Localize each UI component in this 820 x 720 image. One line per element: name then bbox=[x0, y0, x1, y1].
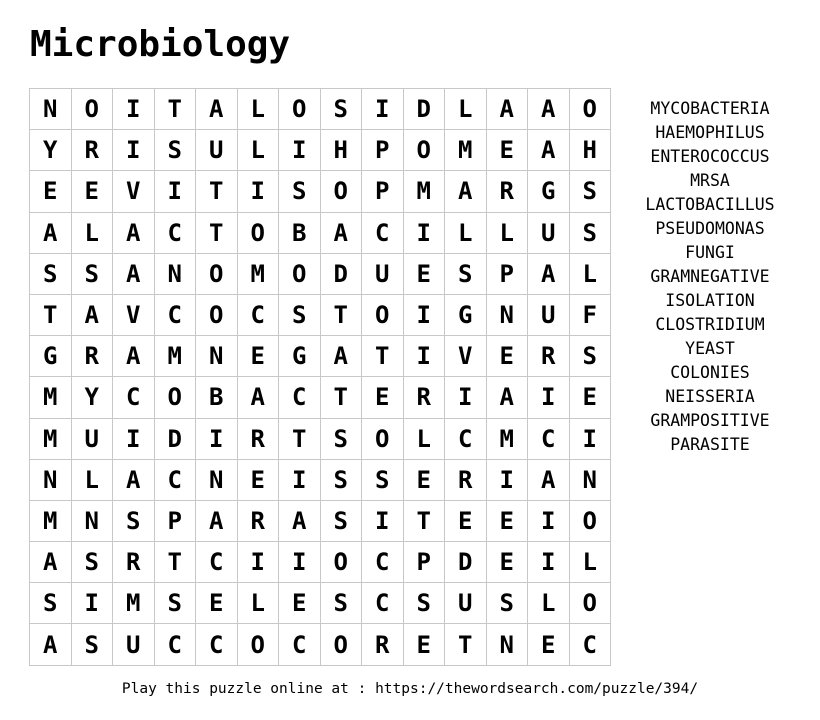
grid-cell: O bbox=[321, 542, 363, 583]
grid-cell: R bbox=[72, 130, 114, 171]
grid-cell: A bbox=[113, 254, 155, 295]
word-list-item: HAEMOPHILUS bbox=[655, 123, 765, 142]
grid-cell: U bbox=[445, 583, 487, 624]
puzzle-title: Microbiology bbox=[30, 24, 291, 65]
grid-cell: S bbox=[321, 460, 363, 501]
grid-cell: I bbox=[487, 460, 529, 501]
grid-cell: C bbox=[155, 213, 197, 254]
grid-cell: A bbox=[113, 336, 155, 377]
grid-cell: C bbox=[362, 213, 404, 254]
word-list-item: CLOSTRIDIUM bbox=[655, 315, 765, 334]
grid-cell: S bbox=[113, 501, 155, 542]
grid-cell: A bbox=[445, 171, 487, 212]
grid-cell: S bbox=[445, 254, 487, 295]
grid-cell: I bbox=[362, 89, 404, 130]
grid-cell: C bbox=[528, 419, 570, 460]
grid-cell: P bbox=[487, 254, 529, 295]
grid-cell: L bbox=[72, 460, 114, 501]
grid-cell: O bbox=[238, 213, 280, 254]
grid-cell: S bbox=[404, 583, 446, 624]
grid-cell: B bbox=[196, 377, 238, 418]
grid-cell: A bbox=[528, 130, 570, 171]
grid-cell: S bbox=[72, 624, 114, 665]
grid-cell: E bbox=[487, 130, 529, 171]
grid-cell: T bbox=[279, 419, 321, 460]
grid-cell: M bbox=[404, 171, 446, 212]
grid-cell: S bbox=[321, 419, 363, 460]
grid-cell: I bbox=[404, 213, 446, 254]
grid-cell: A bbox=[30, 213, 72, 254]
word-list-item: GRAMPOSITIVE bbox=[650, 411, 770, 430]
grid-cell: L bbox=[238, 130, 280, 171]
grid-cell: I bbox=[528, 377, 570, 418]
grid-cell: S bbox=[321, 501, 363, 542]
grid-cell: U bbox=[528, 295, 570, 336]
grid-cell: I bbox=[238, 542, 280, 583]
grid-cell: C bbox=[570, 624, 612, 665]
grid-cell: A bbox=[113, 213, 155, 254]
grid-cell: I bbox=[404, 336, 446, 377]
grid-cell: G bbox=[445, 295, 487, 336]
grid-cell: C bbox=[196, 624, 238, 665]
grid-cell: S bbox=[72, 542, 114, 583]
grid-cell: P bbox=[155, 501, 197, 542]
grid-cell: D bbox=[155, 419, 197, 460]
grid-cell: L bbox=[445, 89, 487, 130]
grid-cell: S bbox=[321, 89, 363, 130]
grid-cell: O bbox=[72, 89, 114, 130]
grid-cell: S bbox=[30, 254, 72, 295]
grid-cell: E bbox=[487, 542, 529, 583]
grid-cell: S bbox=[321, 583, 363, 624]
grid-cell: O bbox=[570, 501, 612, 542]
grid-cell: S bbox=[155, 583, 197, 624]
grid-cell: C bbox=[362, 542, 404, 583]
grid-cell: O bbox=[570, 583, 612, 624]
grid-cell: T bbox=[321, 377, 363, 418]
grid-cell: P bbox=[362, 171, 404, 212]
grid-cell: H bbox=[570, 130, 612, 171]
grid-cell: Y bbox=[72, 377, 114, 418]
grid-cell: O bbox=[362, 419, 404, 460]
word-list-item: MRSA bbox=[690, 171, 730, 190]
grid-cell: E bbox=[570, 377, 612, 418]
grid-cell: E bbox=[404, 460, 446, 501]
grid-cell: M bbox=[113, 583, 155, 624]
grid-cell: T bbox=[404, 501, 446, 542]
grid-cell: E bbox=[445, 501, 487, 542]
grid-cell: I bbox=[279, 542, 321, 583]
grid-cell: T bbox=[155, 542, 197, 583]
grid-cell: M bbox=[238, 254, 280, 295]
letter-grid bbox=[29, 88, 611, 666]
grid-cell: O bbox=[362, 295, 404, 336]
grid-cell: C bbox=[279, 624, 321, 665]
grid-cell: I bbox=[113, 419, 155, 460]
grid-cell: U bbox=[362, 254, 404, 295]
grid-cell: E bbox=[404, 624, 446, 665]
grid-cell: E bbox=[487, 336, 529, 377]
word-list-item: NEISSERIA bbox=[665, 387, 755, 406]
grid-cell: L bbox=[238, 583, 280, 624]
grid-cell: N bbox=[72, 501, 114, 542]
grid-cell: I bbox=[155, 171, 197, 212]
grid-cell: T bbox=[196, 171, 238, 212]
grid-cell: T bbox=[30, 295, 72, 336]
grid-cell: N bbox=[487, 295, 529, 336]
grid-cell: R bbox=[238, 419, 280, 460]
grid-cell: R bbox=[238, 501, 280, 542]
grid-cell: E bbox=[279, 583, 321, 624]
grid-cell: A bbox=[321, 213, 363, 254]
grid-cell: A bbox=[279, 501, 321, 542]
grid-cell: A bbox=[321, 336, 363, 377]
grid-cell: M bbox=[30, 377, 72, 418]
grid-cell: L bbox=[570, 542, 612, 583]
grid-cell: O bbox=[570, 89, 612, 130]
grid-cell: D bbox=[445, 542, 487, 583]
grid-cell: N bbox=[196, 336, 238, 377]
grid-cell: N bbox=[196, 460, 238, 501]
grid-cell: O bbox=[196, 295, 238, 336]
grid-cell: R bbox=[487, 171, 529, 212]
grid-cell: B bbox=[279, 213, 321, 254]
grid-cell: L bbox=[487, 213, 529, 254]
grid-cell: S bbox=[72, 254, 114, 295]
grid-cell: C bbox=[279, 377, 321, 418]
word-list-item: FUNGI bbox=[685, 243, 735, 262]
grid-cell: S bbox=[487, 583, 529, 624]
grid-cell: S bbox=[155, 130, 197, 171]
grid-cell: S bbox=[570, 213, 612, 254]
grid-cell: S bbox=[279, 295, 321, 336]
grid-cell: E bbox=[238, 460, 280, 501]
grid-cell: I bbox=[570, 419, 612, 460]
grid-cell: S bbox=[570, 336, 612, 377]
grid-cell: O bbox=[238, 624, 280, 665]
word-list bbox=[632, 97, 788, 457]
grid-cell: A bbox=[196, 89, 238, 130]
grid-cell: I bbox=[113, 130, 155, 171]
grid-cell: T bbox=[362, 336, 404, 377]
grid-cell: S bbox=[362, 460, 404, 501]
grid-cell: I bbox=[362, 501, 404, 542]
grid-cell: I bbox=[445, 377, 487, 418]
grid-cell: S bbox=[570, 171, 612, 212]
grid-cell: C bbox=[238, 295, 280, 336]
grid-cell: A bbox=[113, 460, 155, 501]
word-list-item: COLONIES bbox=[670, 363, 750, 382]
grid-cell: U bbox=[196, 130, 238, 171]
footer-text: Play this puzzle online at : https://thewordsearch.com/puzzle/394/ bbox=[121, 681, 699, 697]
grid-cell: M bbox=[445, 130, 487, 171]
grid-cell: A bbox=[30, 624, 72, 665]
word-list-item: ISOLATION bbox=[665, 291, 755, 310]
grid-cell: E bbox=[487, 501, 529, 542]
grid-cell: Y bbox=[30, 130, 72, 171]
word-list-item: ENTEROCOCCUS bbox=[650, 147, 770, 166]
grid-cell: I bbox=[279, 130, 321, 171]
word-list-item: LACTOBACILLUS bbox=[645, 195, 775, 214]
grid-cell: A bbox=[30, 542, 72, 583]
grid-cell: H bbox=[321, 130, 363, 171]
grid-cell: L bbox=[570, 254, 612, 295]
grid-cell: D bbox=[321, 254, 363, 295]
grid-cell: N bbox=[570, 460, 612, 501]
grid-cell: N bbox=[155, 254, 197, 295]
grid-cell: C bbox=[155, 460, 197, 501]
grid-cell: S bbox=[30, 583, 72, 624]
grid-cell: I bbox=[238, 171, 280, 212]
grid-cell: O bbox=[155, 377, 197, 418]
grid-cell: R bbox=[72, 336, 114, 377]
word-list-item: YEAST bbox=[685, 339, 735, 358]
grid-cell: A bbox=[196, 501, 238, 542]
grid-cell: P bbox=[362, 130, 404, 171]
word-list-item: GRAMNEGATIVE bbox=[650, 267, 770, 286]
grid-cell: E bbox=[196, 583, 238, 624]
word-list-item: MYCOBACTERIA bbox=[650, 99, 770, 118]
grid-cell: T bbox=[321, 295, 363, 336]
grid-cell: A bbox=[528, 89, 570, 130]
grid-cell: T bbox=[196, 213, 238, 254]
grid-cell: G bbox=[528, 171, 570, 212]
grid-cell: I bbox=[528, 501, 570, 542]
grid-cell: C bbox=[155, 295, 197, 336]
grid-cell: E bbox=[362, 377, 404, 418]
grid-cell: R bbox=[362, 624, 404, 665]
grid-cell: L bbox=[528, 583, 570, 624]
grid-cell: P bbox=[404, 542, 446, 583]
grid-cell: C bbox=[362, 583, 404, 624]
grid-cell: I bbox=[404, 295, 446, 336]
grid-cell: O bbox=[196, 254, 238, 295]
grid-cell: O bbox=[321, 171, 363, 212]
grid-cell: E bbox=[404, 254, 446, 295]
grid-cell: R bbox=[404, 377, 446, 418]
word-list-item: PARASITE bbox=[670, 435, 750, 454]
grid-cell: A bbox=[528, 254, 570, 295]
grid-cell: E bbox=[528, 624, 570, 665]
grid-cell: L bbox=[72, 213, 114, 254]
grid-cell: U bbox=[528, 213, 570, 254]
grid-cell: O bbox=[279, 89, 321, 130]
grid-cell: N bbox=[487, 624, 529, 665]
grid-cell: U bbox=[72, 419, 114, 460]
grid-cell: O bbox=[279, 254, 321, 295]
grid-cell: R bbox=[528, 336, 570, 377]
grid-cell: I bbox=[279, 460, 321, 501]
grid-cell: R bbox=[113, 542, 155, 583]
grid-cell: R bbox=[445, 460, 487, 501]
grid-cell: O bbox=[321, 624, 363, 665]
grid-cell: M bbox=[487, 419, 529, 460]
grid-cell: C bbox=[196, 542, 238, 583]
grid-cell: M bbox=[30, 501, 72, 542]
grid-cell: I bbox=[528, 542, 570, 583]
grid-cell: L bbox=[404, 419, 446, 460]
grid-cell: M bbox=[30, 419, 72, 460]
grid-cell: U bbox=[113, 624, 155, 665]
grid-cell: I bbox=[72, 583, 114, 624]
grid-cell: F bbox=[570, 295, 612, 336]
grid-cell: M bbox=[155, 336, 197, 377]
grid-cell: V bbox=[113, 171, 155, 212]
grid-cell: T bbox=[155, 89, 197, 130]
grid-cell: G bbox=[279, 336, 321, 377]
grid-cell: D bbox=[404, 89, 446, 130]
grid-cell: V bbox=[445, 336, 487, 377]
grid-cell: A bbox=[487, 89, 529, 130]
grid-cell: A bbox=[238, 377, 280, 418]
grid-cell: A bbox=[528, 460, 570, 501]
grid-cell: E bbox=[30, 171, 72, 212]
grid-cell: N bbox=[30, 460, 72, 501]
grid-cell: A bbox=[487, 377, 529, 418]
grid-cell: C bbox=[155, 624, 197, 665]
grid-cell: L bbox=[445, 213, 487, 254]
grid-cell: V bbox=[113, 295, 155, 336]
grid-cell: E bbox=[72, 171, 114, 212]
grid-cell: I bbox=[113, 89, 155, 130]
grid-cell: I bbox=[196, 419, 238, 460]
grid-cell: N bbox=[30, 89, 72, 130]
grid-cell: C bbox=[445, 419, 487, 460]
grid-cell: S bbox=[279, 171, 321, 212]
grid-cell: L bbox=[238, 89, 280, 130]
grid-cell: E bbox=[238, 336, 280, 377]
word-list-item: PSEUDOMONAS bbox=[655, 219, 765, 238]
grid-cell: C bbox=[113, 377, 155, 418]
grid-cell: O bbox=[404, 130, 446, 171]
grid-cell: T bbox=[445, 624, 487, 665]
grid-cell: A bbox=[72, 295, 114, 336]
grid-cell: G bbox=[30, 336, 72, 377]
